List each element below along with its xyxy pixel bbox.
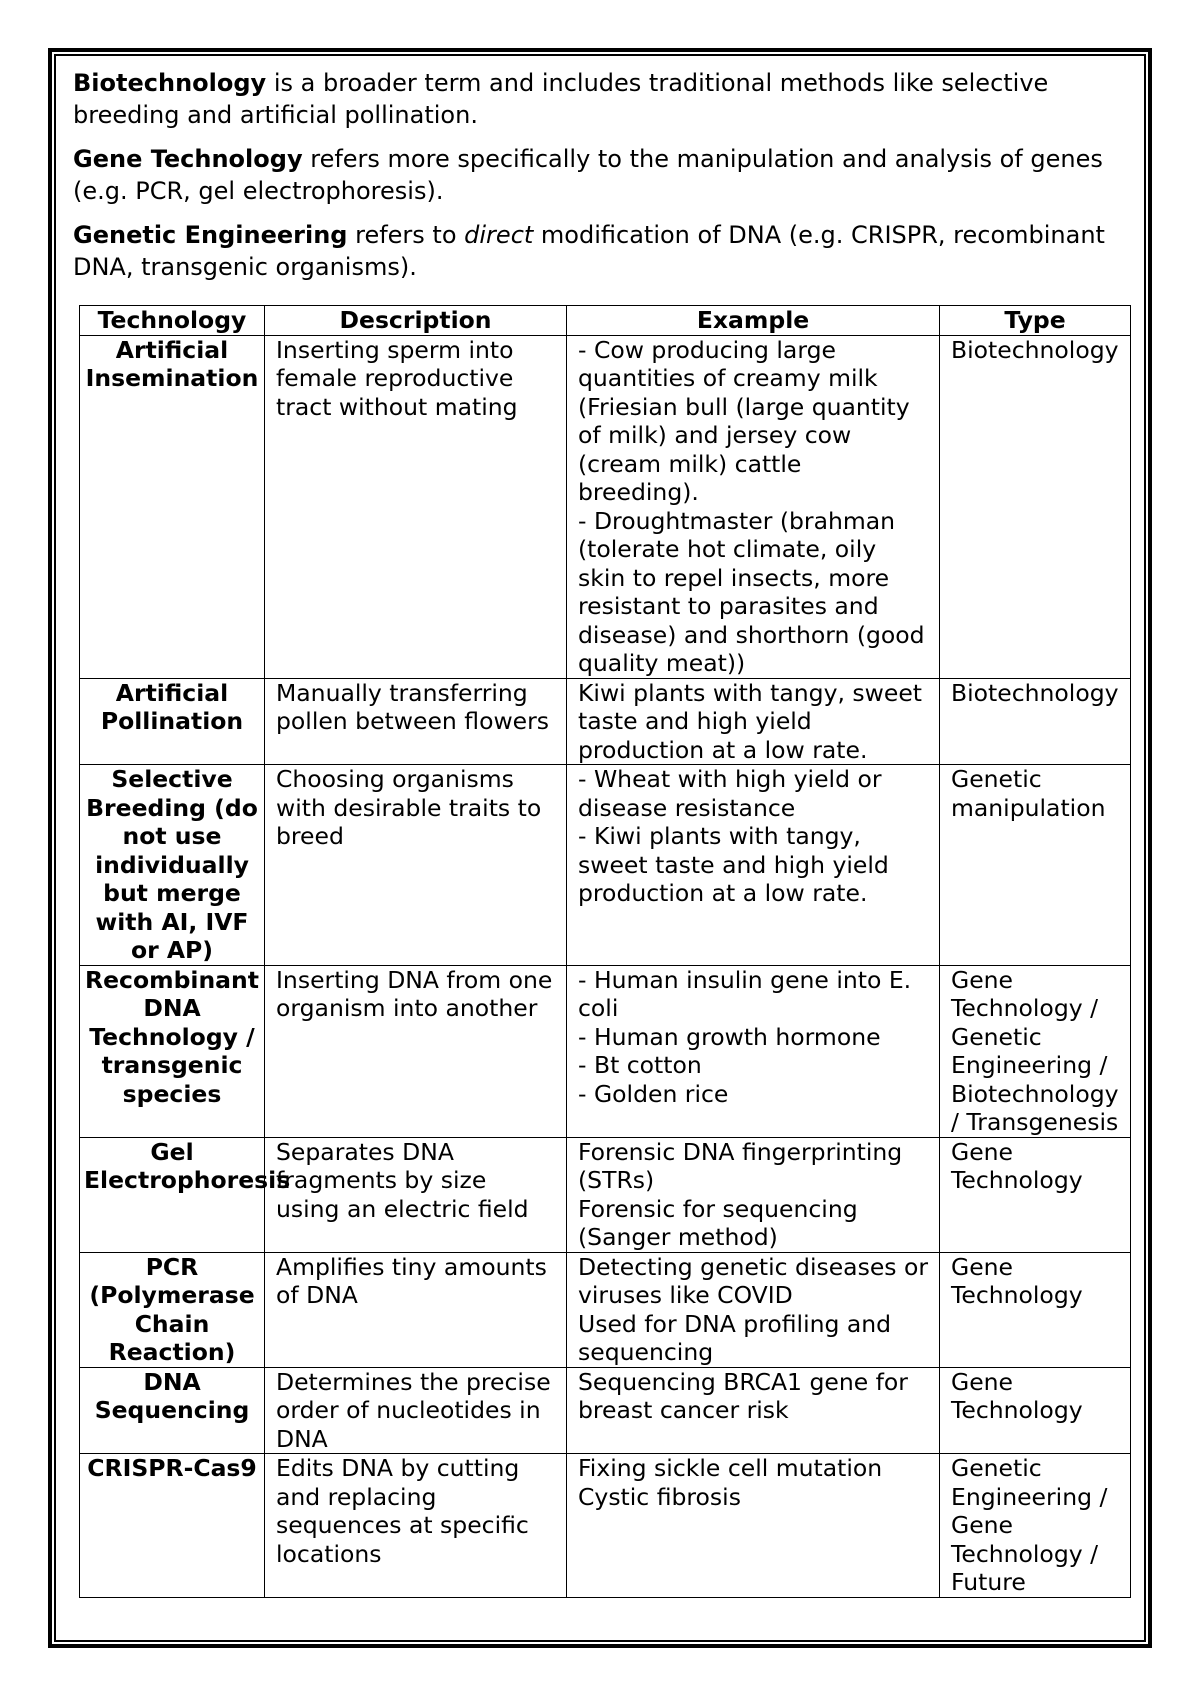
- definition-term: Biotechnology: [73, 69, 267, 97]
- header-description: Description: [265, 306, 567, 336]
- example-line: - Human growth hormone: [578, 1022, 881, 1051]
- cell-description: Choosing organisms with desirable traits to breed: [265, 765, 567, 966]
- definition-text: is a broader term and includes traditional methods like selective breeding and artificial pollination.: [73, 69, 1049, 129]
- cell-example: [567, 965, 940, 1137]
- example-line: Sequencing BRCA1 gene for breast cancer risk: [578, 1367, 908, 1424]
- definition-emphasis: direct: [464, 221, 534, 249]
- cell-type: Biotechnology: [940, 335, 1131, 678]
- definition-gene-technology: [73, 143, 1129, 207]
- cell-technology: Artificial Insemination: [80, 335, 265, 678]
- cell-example: [567, 335, 940, 678]
- cell-type: Gene Technology: [940, 1137, 1131, 1252]
- cell-technology: Gel Electrophoresis: [80, 1137, 265, 1252]
- example-line: Forensic for sequencing (Sanger method): [578, 1194, 858, 1251]
- technology-table: [79, 305, 1131, 1598]
- table-body: [80, 335, 1131, 1597]
- example-line: - Kiwi plants with tangy, sweet taste and high yield production at a low rate.: [578, 822, 889, 907]
- definition-term: Gene Technology: [73, 145, 303, 173]
- definitions-section: [73, 67, 1129, 295]
- definition-text: modification of DNA (e.g. CRISPR, recombinant DNA, transgenic organisms).: [73, 221, 1105, 281]
- cell-technology: Selective Breeding (do not use individually but merge with AI, IVF or AP): [80, 765, 265, 966]
- example-line: Used for DNA profiling and sequencing: [578, 1309, 892, 1366]
- cell-example: [567, 765, 940, 966]
- example-line: Kiwi plants with tangy, sweet taste and high yield production at a low rate.: [578, 678, 923, 764]
- cell-description: Edits DNA by cutting and replacing sequences at specific locations: [265, 1454, 567, 1598]
- cell-description: Manually transferring pollen between flowers: [265, 678, 567, 765]
- cell-technology: Artificial Pollination: [80, 678, 265, 765]
- example-line: - Cow producing large quantities of creamy milk (Friesian bull (large quantity of milk) and jersey cow (cream milk) cattle breeding).: [578, 335, 910, 506]
- example-line: Fixing sickle cell mutation: [578, 1454, 883, 1482]
- table-row: [80, 1137, 1131, 1252]
- cell-description: Inserting sperm into female reproductive tract without mating: [265, 335, 567, 678]
- cell-example: [567, 1367, 940, 1454]
- table-row: [80, 765, 1131, 966]
- table-row: [80, 1252, 1131, 1367]
- cell-description: Determines the precise order of nucleotides in DNA: [265, 1367, 567, 1454]
- definition-text: refers more specifically to the manipulation and analysis of genes (e.g. PCR, gel electrophoresis).: [73, 145, 1103, 205]
- cell-description: Separates DNA fragments by size using an electric field: [265, 1137, 567, 1252]
- definition-biotechnology: [73, 67, 1129, 131]
- example-line: Forensic DNA fingerprinting (STRs): [578, 1137, 903, 1194]
- example-line: Detecting genetic diseases or viruses like COVID: [578, 1252, 929, 1309]
- cell-technology: CRISPR-Cas9: [80, 1454, 265, 1598]
- cell-example: [567, 1137, 940, 1252]
- cell-description: Inserting DNA from one organism into another: [265, 965, 567, 1137]
- definition-term: Genetic Engineering: [73, 221, 348, 249]
- example-line: - Bt cotton: [578, 1051, 702, 1079]
- table-row: [80, 965, 1131, 1137]
- cell-type: Genetic Engineering / Gene Technology / Future: [940, 1454, 1131, 1598]
- cell-example: [567, 678, 940, 765]
- cell-technology: DNA Sequencing: [80, 1367, 265, 1454]
- cell-type: Gene Technology / Genetic Engineering / Biotechnology / Transgenesis: [940, 965, 1131, 1137]
- cell-description: Amplifies tiny amounts of DNA: [265, 1252, 567, 1367]
- definition-genetic-engineering: [73, 219, 1129, 283]
- example-line: - Golden rice: [578, 1079, 729, 1108]
- example-line: Cystic fibrosis: [578, 1482, 741, 1511]
- table-row: [80, 1454, 1131, 1598]
- table-row: [80, 335, 1131, 678]
- example-line: - Human insulin gene into E. coli: [578, 965, 912, 1022]
- example-line: - Wheat with high yield or disease resistance: [578, 765, 882, 822]
- cell-example: [567, 1454, 940, 1598]
- cell-technology: Recombinant DNA Technology / transgenic species: [80, 965, 265, 1137]
- header-type: Type: [940, 306, 1131, 336]
- cell-technology: PCR (Polymerase Chain Reaction): [80, 1252, 265, 1367]
- cell-example: [567, 1252, 940, 1367]
- example-line: - Droughtmaster (brahman (tolerate hot climate, oily skin to repel insects, more resistant to parasites and disease) and shorthorn (good quality meat)): [578, 506, 925, 677]
- cell-type: Gene Technology: [940, 1367, 1131, 1454]
- table-header-row: [80, 306, 1131, 336]
- header-technology: Technology: [80, 306, 265, 336]
- cell-type: Gene Technology: [940, 1252, 1131, 1367]
- table-row: [80, 1367, 1131, 1454]
- cell-type: Biotechnology: [940, 678, 1131, 765]
- table-row: [80, 678, 1131, 765]
- header-example: Example: [567, 306, 940, 336]
- definition-pre: refers to: [347, 221, 465, 249]
- cell-type: Genetic manipulation: [940, 765, 1131, 966]
